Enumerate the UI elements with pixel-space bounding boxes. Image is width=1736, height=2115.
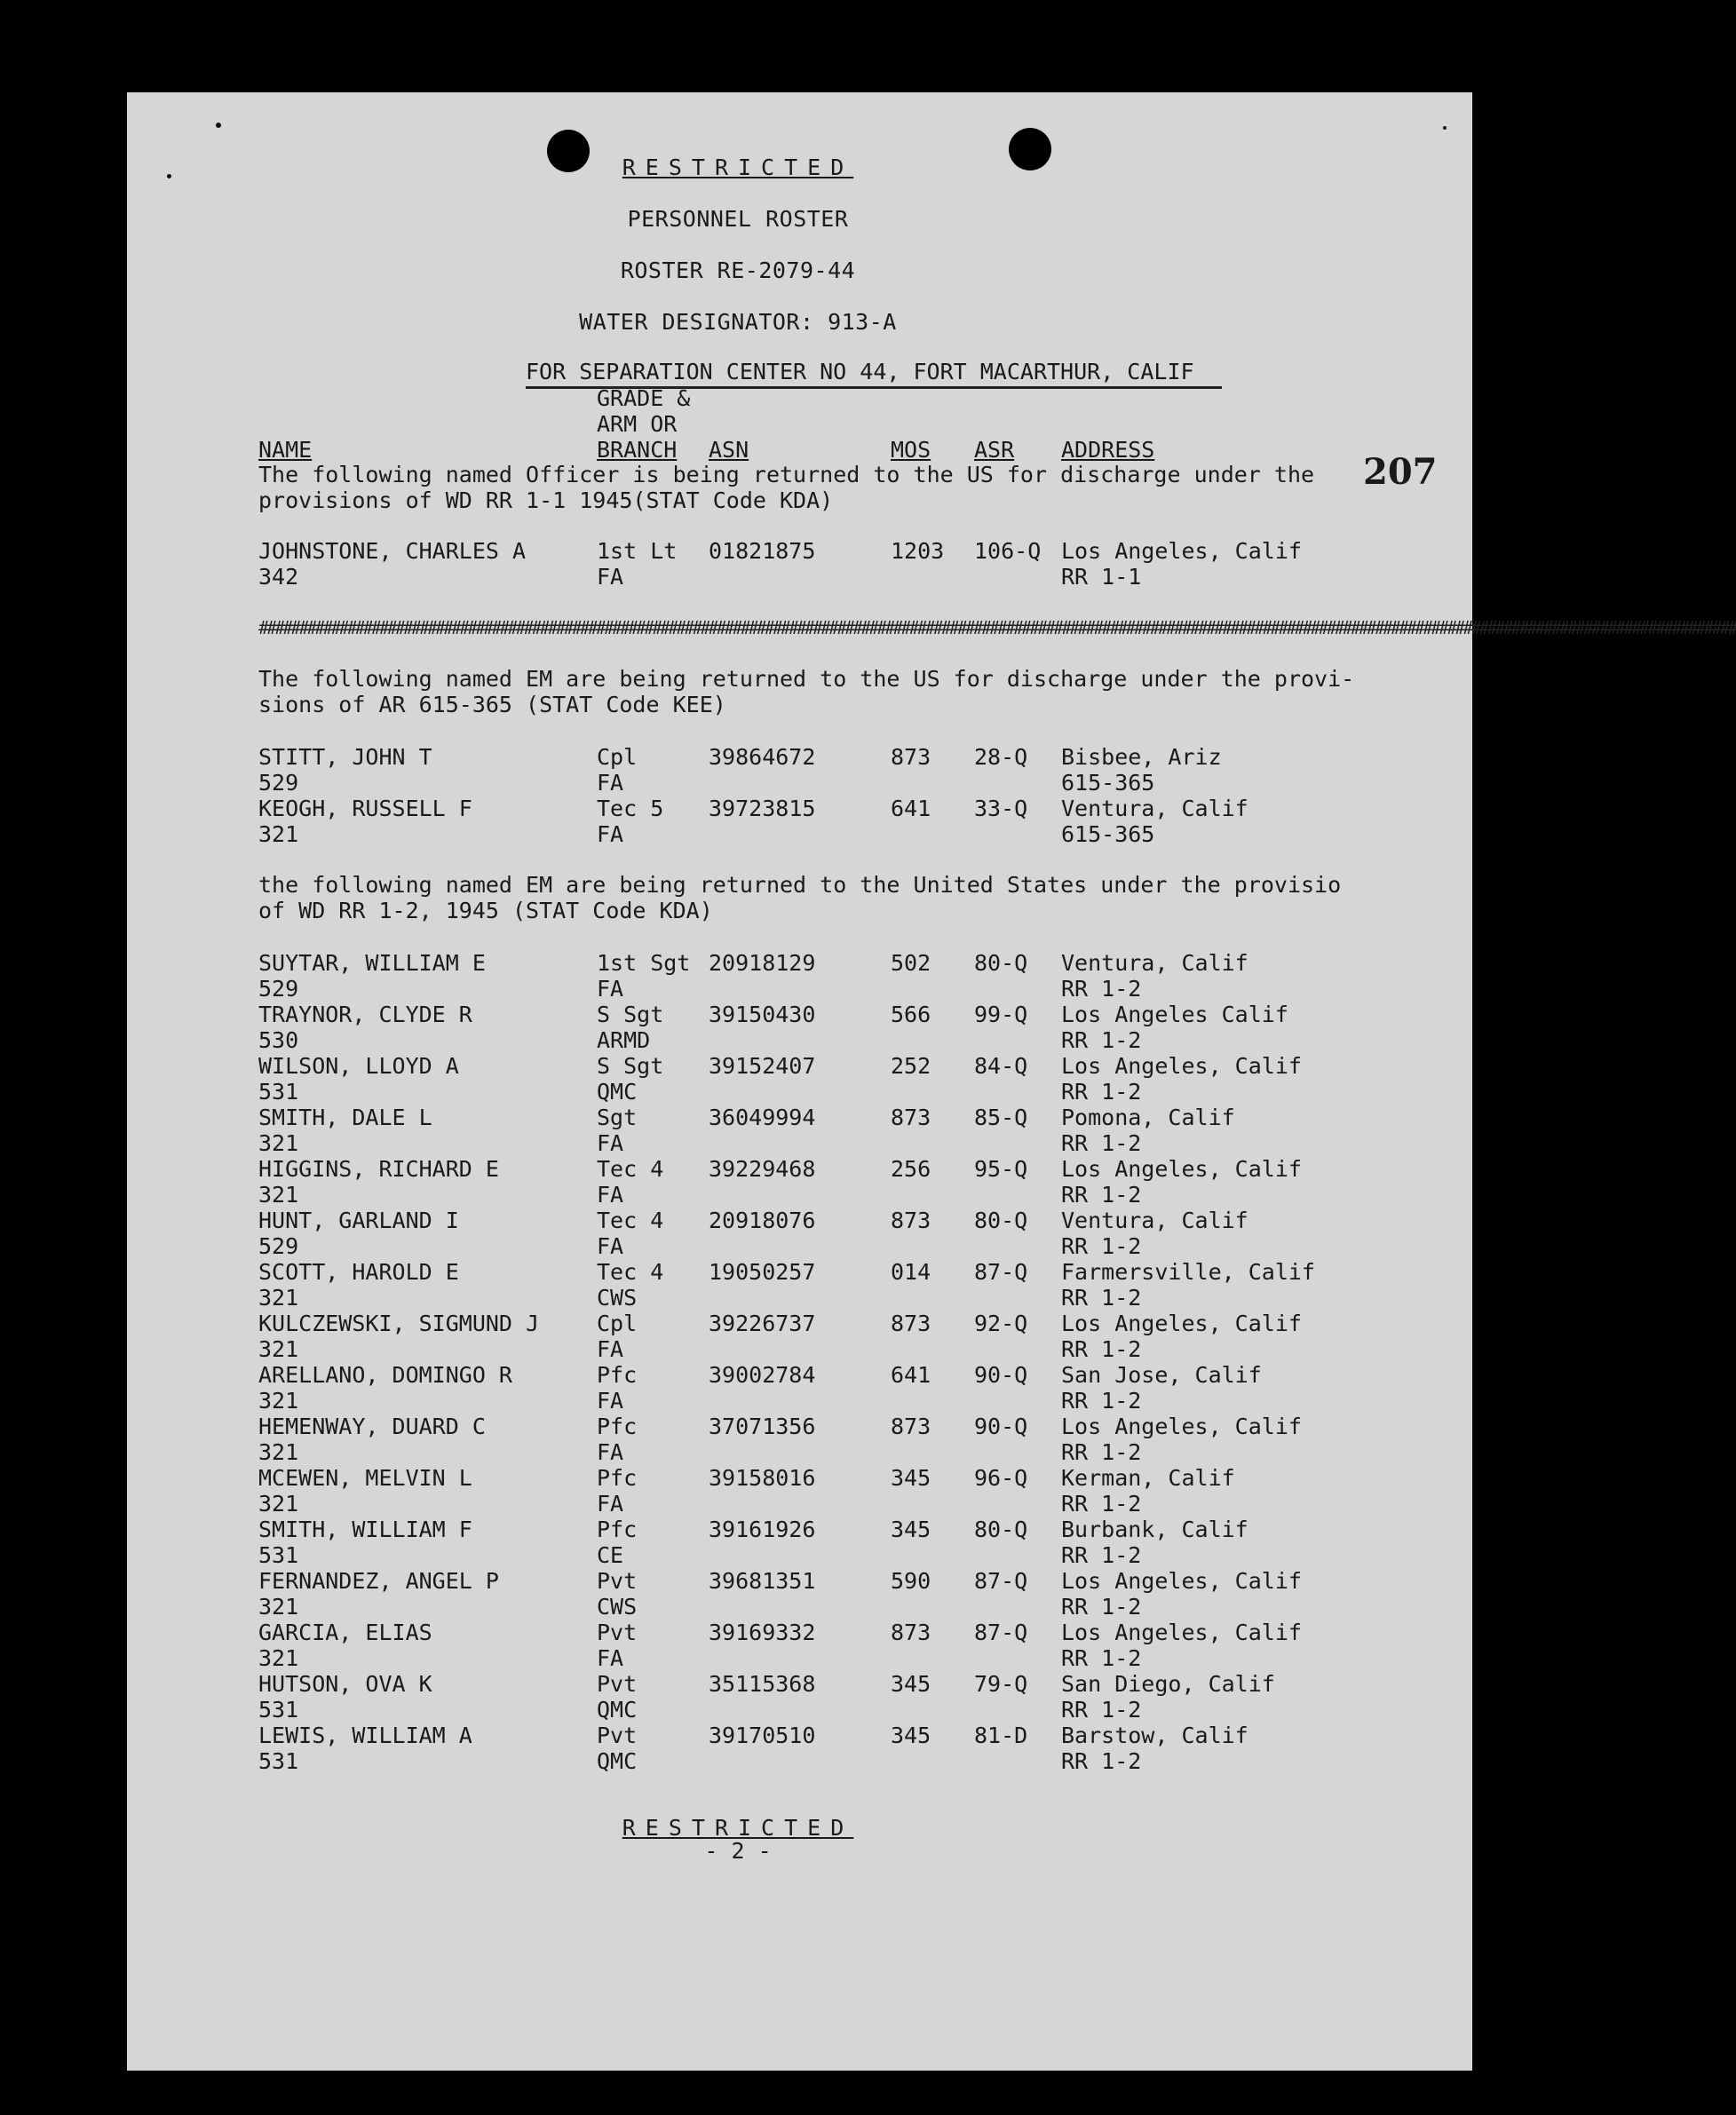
serial-number: 36049994	[709, 1105, 816, 1130]
mos: 256	[891, 1156, 931, 1182]
authority: RR 1-1	[1061, 564, 1142, 590]
serial-number: 37071356	[709, 1414, 816, 1439]
serial-number: 19050257	[709, 1259, 816, 1285]
address: Farmersville, Calif	[1061, 1259, 1315, 1285]
address: Los Angeles, Calif	[1061, 538, 1302, 564]
section3-intro-line1: the following named EM are being returned to the United States under the provisio	[258, 872, 1342, 898]
grade: Pfc	[597, 1465, 638, 1491]
unit-code: 531	[258, 1542, 299, 1568]
soldier-name: SMITH, DALE L	[258, 1105, 432, 1130]
asr-score: 80-Q	[974, 950, 1028, 976]
serial-number: 01821875	[709, 538, 816, 564]
soldier-name: HEMENWAY, DUARD C	[258, 1414, 486, 1439]
asr-score: 87-Q	[974, 1620, 1028, 1645]
serial-number: 35115368	[709, 1671, 816, 1697]
arm-branch: QMC	[597, 1748, 638, 1774]
arm-branch: QMC	[597, 1079, 638, 1105]
address: Los Angeles, Calif	[1061, 1156, 1302, 1182]
unit-code: 321	[258, 1336, 299, 1362]
soldier-name: SMITH, WILLIAM F	[258, 1517, 472, 1542]
serial-number: 39681351	[709, 1568, 816, 1594]
soldier-name: JOHNSTONE, CHARLES A	[258, 538, 527, 564]
arm-branch: QMC	[597, 1697, 638, 1723]
asr-score: 87-Q	[974, 1568, 1028, 1594]
asr-score: 81-D	[974, 1723, 1028, 1748]
mos: 345	[891, 1517, 931, 1542]
asr-score: 79-Q	[974, 1671, 1028, 1697]
asr-score: 87-Q	[974, 1259, 1028, 1285]
asr-score: 99-Q	[974, 1002, 1028, 1027]
separation-center: FOR SEPARATION CENTER NO 44, FORT MACARTHUR, CALIF	[526, 359, 1194, 384]
mos: 252	[891, 1053, 931, 1079]
asr-score: 95-Q	[974, 1156, 1028, 1182]
unit-code: 530	[258, 1027, 299, 1053]
soldier-name: SUYTAR, WILLIAM E	[258, 950, 486, 976]
roster-number: ROSTER RE-2079-44	[620, 257, 856, 283]
arm-branch: FA	[597, 1388, 624, 1414]
arm-branch: FA	[597, 770, 624, 796]
mos: 345	[891, 1723, 931, 1748]
arm-branch: FA	[597, 1182, 624, 1208]
arm-branch: FA	[597, 1130, 624, 1156]
col-grade-l3: BRANCH	[597, 437, 678, 463]
serial-number: 39002784	[709, 1362, 816, 1388]
address: Los Angeles, Calif	[1061, 1414, 1302, 1439]
authority: RR 1-2	[1061, 1491, 1142, 1517]
unit-code: 321	[258, 1130, 299, 1156]
asr-score: 92-Q	[974, 1311, 1028, 1336]
address: Pomona, Calif	[1061, 1105, 1235, 1130]
water-designator: WATER DESIGNATOR: 913-A	[579, 309, 897, 335]
section1-intro-line2: provisions of WD RR 1-1 1945(STAT Code KDA)	[258, 487, 834, 513]
address: Bisbee, Ariz	[1061, 744, 1222, 770]
address: Los Angeles Calif	[1061, 1002, 1288, 1027]
soldier-name: KEOGH, RUSSELL F	[258, 796, 472, 821]
classification-footer: RESTRICTED	[622, 1815, 854, 1841]
asr-score: 28-Q	[974, 744, 1028, 770]
grade: Tec 4	[597, 1208, 664, 1233]
authority: RR 1-2	[1061, 976, 1142, 1002]
unit-code: 531	[258, 1697, 299, 1723]
mos: 345	[891, 1671, 931, 1697]
section3-intro-line2: of WD RR 1-2, 1945 (STAT Code KDA)	[258, 898, 713, 923]
soldier-name: GARCIA, ELIAS	[258, 1620, 432, 1645]
serial-number: 39161926	[709, 1517, 816, 1542]
authority: RR 1-2	[1061, 1336, 1142, 1362]
grade: Sgt	[597, 1105, 638, 1130]
address: Ventura, Calif	[1061, 1208, 1248, 1233]
arm-branch: FA	[597, 1491, 624, 1517]
grade: 1st Lt	[597, 538, 678, 564]
unit-code: 342	[258, 564, 299, 590]
authority: RR 1-2	[1061, 1748, 1142, 1774]
authority: RR 1-2	[1061, 1594, 1142, 1620]
authority: 615-365	[1061, 770, 1155, 796]
soldier-name: HIGGINS, RICHARD E	[258, 1156, 499, 1182]
soldier-name: FERNANDEZ, ANGEL P	[258, 1568, 499, 1594]
unit-code: 531	[258, 1748, 299, 1774]
grade: S Sgt	[597, 1053, 664, 1079]
section1-intro-line1: The following named Officer is being returned to the US for discharge under the	[258, 462, 1315, 487]
page-number: - 2 -	[704, 1838, 772, 1864]
unit-code: 321	[258, 1594, 299, 1620]
section2-intro-line1: The following named EM are being returned to the US for discharge under the provi-	[258, 666, 1355, 692]
serial-number: 20918076	[709, 1208, 816, 1233]
grade: Tec 4	[597, 1156, 664, 1182]
authority: 615-365	[1061, 821, 1155, 847]
document-page	[127, 92, 1736, 2071]
section2-intro-line2: sions of AR 615-365 (STAT Code KEE)	[258, 692, 726, 717]
asr-score: 90-Q	[974, 1362, 1028, 1388]
soldier-name: HUNT, GARLAND I	[258, 1208, 459, 1233]
address: Ventura, Calif	[1061, 950, 1248, 976]
unit-code: 529	[258, 770, 299, 796]
authority: RR 1-2	[1061, 1388, 1142, 1414]
soldier-name: MCEWEN, MELVIN L	[258, 1465, 472, 1491]
col-asr: ASR	[974, 437, 1015, 463]
address: Los Angeles, Calif	[1061, 1053, 1302, 1079]
grade: Pfc	[597, 1414, 638, 1439]
asr-score: 90-Q	[974, 1414, 1028, 1439]
mos: 873	[891, 1414, 931, 1439]
col-grade-l1: GRADE &	[597, 385, 691, 411]
serial-number: 39158016	[709, 1465, 816, 1491]
mos: 873	[891, 1311, 931, 1336]
soldier-name: ARELLANO, DOMINGO R	[258, 1362, 512, 1388]
grade: Pfc	[597, 1517, 638, 1542]
soldier-name: LEWIS, WILLIAM A	[258, 1723, 472, 1748]
unit-code: 321	[258, 821, 299, 847]
col-address: ADDRESS	[1061, 437, 1155, 463]
authority: RR 1-2	[1061, 1130, 1142, 1156]
asr-score: 80-Q	[974, 1208, 1028, 1233]
address: Kerman, Calif	[1061, 1465, 1235, 1491]
mos: 590	[891, 1568, 931, 1594]
grade: Tec 4	[597, 1259, 664, 1285]
unit-code: 321	[258, 1645, 299, 1671]
mos: 014	[891, 1259, 931, 1285]
authority: RR 1-2	[1061, 1233, 1142, 1259]
serial-number: 39226737	[709, 1311, 816, 1336]
address: Ventura, Calif	[1061, 796, 1248, 821]
col-grade-l2: ARM OR	[597, 411, 678, 437]
mos: 345	[891, 1465, 931, 1491]
mos: 873	[891, 1208, 931, 1233]
unit-code: 529	[258, 1233, 299, 1259]
address: Barstow, Calif	[1061, 1723, 1248, 1748]
speck	[1443, 126, 1447, 130]
serial-number: 39229468	[709, 1156, 816, 1182]
grade: Cpl	[597, 1311, 638, 1336]
grade: 1st Sgt	[597, 950, 691, 976]
mos: 641	[891, 796, 931, 821]
soldier-name: KULCZEWSKI, SIGMUND J	[258, 1311, 540, 1336]
arm-branch: FA	[597, 821, 624, 847]
grade: S Sgt	[597, 1002, 664, 1027]
grade: Pvt	[597, 1723, 638, 1748]
authority: RR 1-2	[1061, 1285, 1142, 1311]
unit-code: 321	[258, 1182, 299, 1208]
asr-score: 96-Q	[974, 1465, 1028, 1491]
arm-branch: ARMD	[597, 1027, 651, 1053]
arm-branch: CWS	[597, 1285, 638, 1311]
unit-code: 321	[258, 1388, 299, 1414]
col-name: NAME	[258, 437, 313, 463]
authority: RR 1-2	[1061, 1439, 1142, 1465]
arm-branch: FA	[597, 1336, 624, 1362]
address: San Diego, Calif	[1061, 1671, 1275, 1697]
authority: RR 1-2	[1061, 1542, 1142, 1568]
mos: 1203	[891, 538, 945, 564]
soldier-name: HUTSON, OVA K	[258, 1671, 432, 1697]
mos: 873	[891, 744, 931, 770]
asr-score: 84-Q	[974, 1053, 1028, 1079]
col-asn: ASN	[709, 437, 749, 463]
unit-code: 321	[258, 1285, 299, 1311]
authority: RR 1-2	[1061, 1645, 1142, 1671]
serial-number: 39152407	[709, 1053, 816, 1079]
mos: 873	[891, 1620, 931, 1645]
authority: RR 1-2	[1061, 1079, 1142, 1105]
address: Los Angeles, Calif	[1061, 1311, 1302, 1336]
grade: Pfc	[597, 1362, 638, 1388]
mos: 873	[891, 1105, 931, 1130]
col-mos: MOS	[891, 437, 931, 463]
arm-branch: FA	[597, 564, 624, 590]
arm-branch: FA	[597, 1645, 624, 1671]
authority: RR 1-2	[1061, 1697, 1142, 1723]
authority: RR 1-2	[1061, 1027, 1142, 1053]
grade: Tec 5	[597, 796, 664, 821]
classification-header: RESTRICTED	[622, 154, 854, 180]
asr-score: 80-Q	[974, 1517, 1028, 1542]
grade: Pvt	[597, 1671, 638, 1697]
arm-branch: CE	[597, 1542, 624, 1568]
document-title: PERSONNEL ROSTER	[627, 206, 849, 232]
soldier-name: TRAYNOR, CLYDE R	[258, 1002, 472, 1027]
arm-branch: FA	[597, 976, 624, 1002]
serial-number: 39169332	[709, 1620, 816, 1645]
soldier-name: WILSON, LLOYD A	[258, 1053, 459, 1079]
unit-code: 529	[258, 976, 299, 1002]
asr-score: 106-Q	[974, 538, 1042, 564]
arm-branch: CWS	[597, 1594, 638, 1620]
mos: 502	[891, 950, 931, 976]
speck	[216, 123, 221, 128]
grade: Pvt	[597, 1620, 638, 1645]
mos: 641	[891, 1362, 931, 1388]
page-stamp-number: 207	[1363, 451, 1438, 493]
arm-branch: FA	[597, 1439, 624, 1465]
serial-number: 39864672	[709, 744, 816, 770]
mos: 566	[891, 1002, 931, 1027]
serial-number: 39170510	[709, 1723, 816, 1748]
soldier-name: STITT, JOHN T	[258, 744, 432, 770]
soldier-name: SCOTT, HAROLD E	[258, 1259, 459, 1285]
unit-code: 321	[258, 1491, 299, 1517]
grade: Pvt	[597, 1568, 638, 1594]
address: Los Angeles, Calif	[1061, 1568, 1302, 1594]
asr-score: 85-Q	[974, 1105, 1028, 1130]
unit-code: 531	[258, 1079, 299, 1105]
address: Los Angeles, Calif	[1061, 1620, 1302, 1645]
authority: RR 1-2	[1061, 1182, 1142, 1208]
unit-code: 321	[258, 1439, 299, 1465]
address: Burbank, Calif	[1061, 1517, 1248, 1542]
arm-branch: FA	[597, 1233, 624, 1259]
serial-number: 20918129	[709, 950, 816, 976]
serial-number: 39150430	[709, 1002, 816, 1027]
asr-score: 33-Q	[974, 796, 1028, 821]
separator-line: ########################################################################################################################################################################################	[258, 617, 1736, 638]
grade: Cpl	[597, 744, 638, 770]
address: San Jose, Calif	[1061, 1362, 1262, 1388]
serial-number: 39723815	[709, 796, 816, 821]
